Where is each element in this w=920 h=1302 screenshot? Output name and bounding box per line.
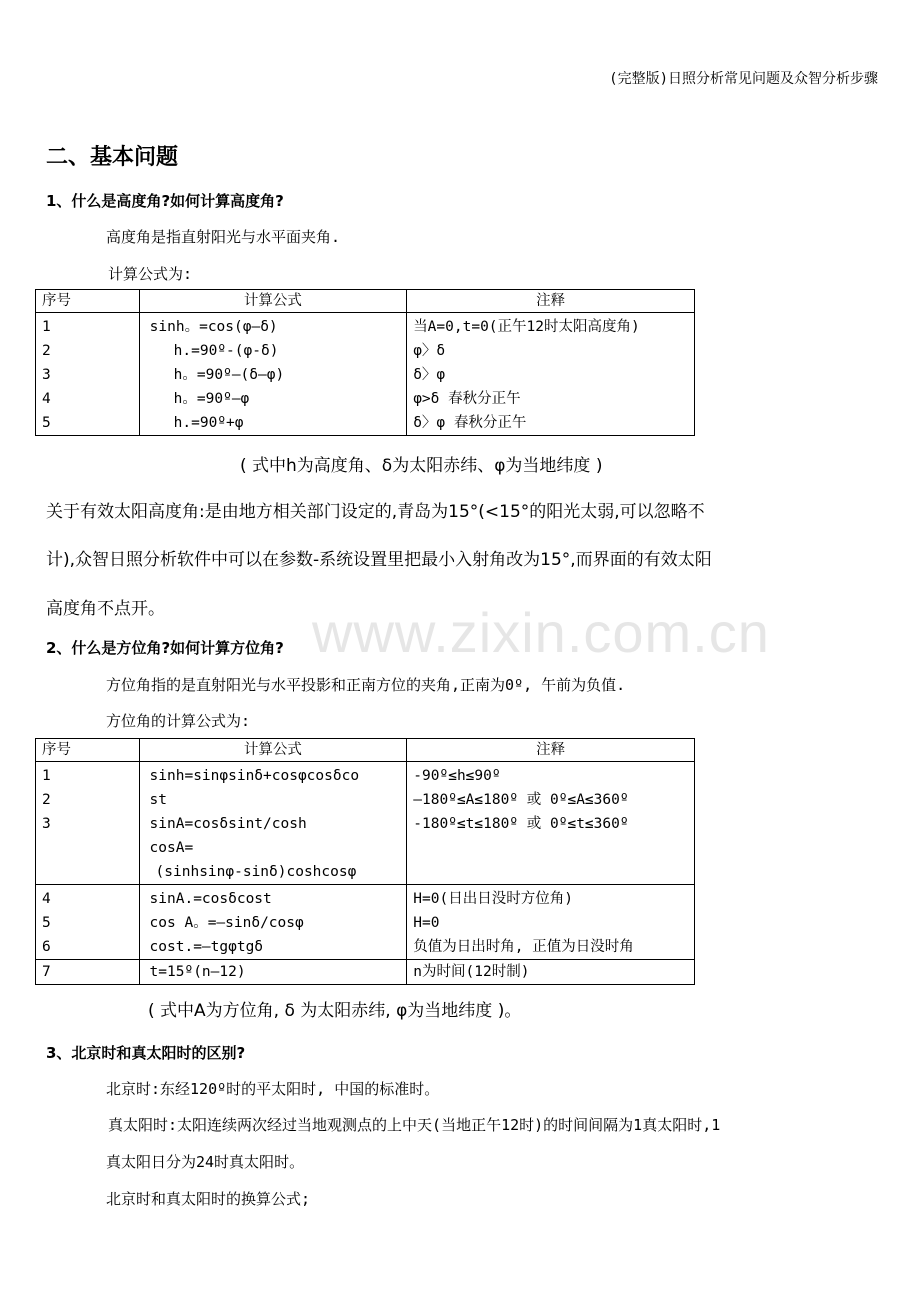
table-body: [36, 313, 695, 436]
row-no: 7: [42, 964, 51, 980]
row-no: 2: [42, 343, 51, 359]
row-no: 5: [42, 415, 51, 431]
no-cell: [36, 885, 140, 960]
row-formula: cos A。=—sinδ/cosφ: [149, 915, 304, 931]
row-note: δ〉φ 春秋分正午: [413, 415, 527, 431]
row-formula: st: [149, 792, 168, 808]
table-row-group-3: [36, 960, 695, 985]
formula-cell: [139, 762, 407, 885]
row-no: 1: [42, 768, 51, 784]
row-formula: cosA=: [149, 840, 194, 856]
note-cell: [407, 960, 695, 985]
row-formula: h。=90º—(δ—φ): [173, 367, 285, 383]
row-formula: h。=90º—φ: [173, 391, 250, 407]
q3-solar-line: 真太阳日分为24时真太阳时。: [106, 1153, 305, 1171]
col-header-formula: 计算公式: [139, 290, 407, 313]
q3-beijing: 北京时:东经120º时的平太阳时, 中国的标准时。: [106, 1080, 440, 1098]
col-header-note: 注释: [407, 290, 695, 313]
table-header-row: [36, 739, 695, 762]
no-cell: [36, 960, 140, 985]
col-header-note: 注释: [407, 739, 695, 762]
q3-solar-line: 真太阳时:太阳连续两次经过当地观测点的上中天(当地正午12时)的时间间隔为1真太阳时,1: [108, 1116, 721, 1134]
row-note: —180º≤A≤180º 或 0º≤A≤360º: [413, 792, 629, 808]
q1-caption: ( 式中h为高度角、δ为太阳赤纬、φ为当地纬度 ): [240, 456, 603, 476]
row-no: 3: [42, 816, 51, 832]
col-header-formula: 计算公式: [139, 739, 407, 762]
row-note: φ〉δ: [413, 343, 446, 359]
q1-definition: 高度角是指直射阳光与水平面夹角.: [106, 228, 341, 246]
row-formula: h.=90º-(φ-δ): [173, 343, 279, 359]
row-no: 1: [42, 319, 51, 335]
row-note: 负值为日出时角, 正值为日没时角: [413, 939, 634, 955]
altitude-table: [35, 289, 695, 436]
row-formula: sinA.=cosδcost: [149, 891, 272, 907]
row-formula: sinh=sinφsinδ+cosφcosδco: [149, 768, 360, 784]
q1-para-line: 高度角不点开。: [46, 599, 165, 619]
q2-caption: ( 式中A为方位角, δ 为太阳赤纬, φ为当地纬度 )。: [148, 1001, 522, 1021]
row-note: n为时间(12时制): [413, 964, 530, 980]
row-note: φ>δ 春秋分正午: [413, 391, 521, 407]
row-note: H=0: [413, 915, 440, 931]
row-formula: sinA=cosδsint/cosh: [149, 816, 307, 832]
formula-cell: [139, 885, 407, 960]
row-note: H=0(日出日没时方位角): [413, 891, 573, 907]
row-no: 6: [42, 939, 51, 955]
formula-cell: [139, 960, 407, 985]
q2-definition: 方位角指的是直射阳光与水平投影和正南方位的夹角,正南为0º, 午前为负值.: [106, 676, 626, 694]
note-cell: [407, 885, 695, 960]
q1-para-line: 计),众智日照分析软件中可以在参数-系统设置里把最小入射角改为15°,而界面的有效太阳: [46, 550, 712, 570]
section-title: 二、基本问题: [46, 145, 179, 170]
row-formula: cost.=—tgφtgδ: [149, 939, 264, 955]
row-no: 3: [42, 367, 51, 383]
row-no: 4: [42, 391, 51, 407]
azimuth-table: [35, 738, 695, 985]
table-header-row: [36, 290, 695, 313]
watermark: www.zixin.com.cn: [312, 601, 770, 664]
no-cell: [36, 313, 140, 436]
no-cell: [36, 762, 140, 885]
row-formula: t=15º(n—12): [149, 964, 246, 980]
note-cell: [407, 762, 695, 885]
col-header-no: 序号: [36, 739, 140, 762]
q1-formula-intro: 计算公式为:: [108, 265, 193, 283]
formula-cell: [139, 313, 407, 436]
note-cell: [407, 313, 695, 436]
table-row-group-1: [36, 762, 695, 885]
row-formula: h.=90º+φ: [173, 415, 244, 431]
row-no: 5: [42, 915, 51, 931]
row-note: -180º≤t≤180º 或 0º≤t≤360º: [413, 816, 629, 832]
row-note: δ〉φ: [413, 367, 446, 383]
row-note: -90º≤h≤90º: [413, 768, 501, 784]
row-no: 4: [42, 891, 51, 907]
row-formula: (sinhsinφ-sinδ)coshcosφ: [155, 864, 357, 880]
running-header: (完整版)日照分析常见问题及众智分析步骤: [609, 71, 878, 87]
col-header-no: 序号: [36, 290, 140, 313]
row-no: 2: [42, 792, 51, 808]
q2-title: 2、什么是方位角?如何计算方位角?: [46, 639, 284, 657]
q1-para-line: 关于有效太阳高度角:是由地方相关部门设定的,青岛为15°(<15°的阳光太弱,可以忽略不: [46, 502, 705, 522]
row-formula: sinh。=cos(φ—δ): [149, 319, 278, 335]
q3-title: 3、北京时和真太阳时的区别?: [46, 1044, 246, 1062]
q2-formula-intro: 方位角的计算公式为:: [106, 712, 251, 730]
q1-title: 1、什么是高度角?如何计算高度角?: [46, 192, 284, 210]
row-note: 当A=0,t=0(正午12时太阳高度角): [413, 319, 640, 335]
q3-conversion-intro: 北京时和真太阳时的换算公式;: [106, 1190, 311, 1208]
table-row-group-2: [36, 885, 695, 960]
